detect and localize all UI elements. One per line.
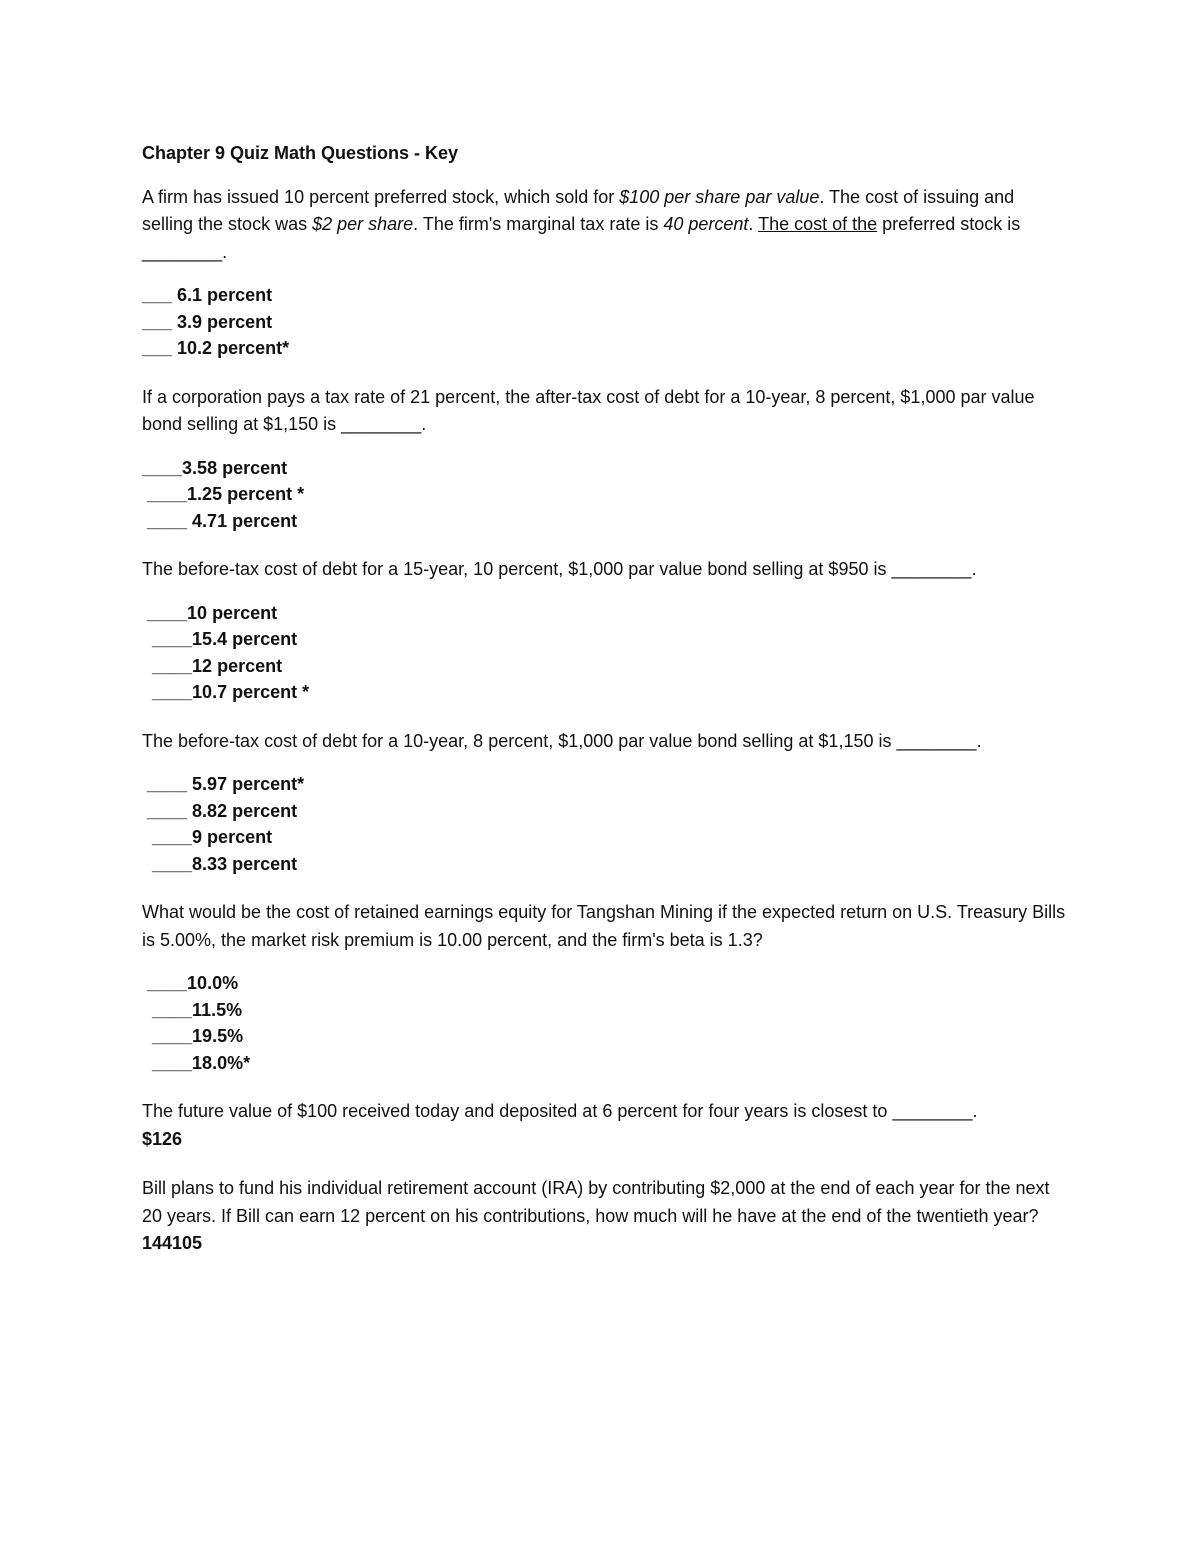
- q1-italic-tax-rate: 40 percent: [663, 214, 749, 234]
- q1-text-part: .: [748, 214, 759, 234]
- option: ____11.5%: [142, 999, 243, 1020]
- option: ____10 percent: [142, 602, 278, 623]
- option: ___ 10.2 percent*: [142, 338, 290, 358]
- option: ____15.4 percent: [142, 629, 298, 649]
- option: ____9 percent: [142, 827, 273, 847]
- question-7-answer: 144105: [142, 1233, 203, 1253]
- question-6-answer: $126: [142, 1128, 183, 1149]
- q1-text-part: A firm has issued 10 percent preferred stock, which sold for: [142, 186, 620, 207]
- question-7-text: Bill plans to fund his individual retirement account (IRA) by contributing $2,000 at the end of each year for the next 20 years. If Bill can earn 12 percent on his contributions, how much will he have at the end of the twentieth year?: [142, 1178, 1050, 1226]
- question-2-text: If a corporation pays a tax rate of 21 percent, the after-tax cost of debt for a 10-year, 8 percent, $1,000 par value bond selling at $1,150 is ________.: [142, 386, 1035, 434]
- option: ____12 percent: [142, 655, 283, 676]
- question-3: [142, 556, 1067, 706]
- question-4-text: The before-tax cost of debt for a 10-year, 8 percent, $1,000 par value bond selling at $1,150 is ________.: [142, 730, 982, 751]
- question-4: [142, 728, 1067, 878]
- question-4-options: [142, 771, 1067, 877]
- option: ____19.5%: [142, 1026, 244, 1046]
- option: ____1.25 percent *: [142, 484, 305, 504]
- question-1-options: [142, 282, 1067, 362]
- question-5-text: What would be the cost of retained earnings equity for Tangshan Mining if the expected return on U.S. Treasury Bills is 5.00%, the market risk premium is 10.00 percent, and the firm's beta is 1.3?: [142, 902, 1066, 950]
- document-body: [142, 140, 1067, 1258]
- question-5-options: [142, 970, 1067, 1076]
- option: ____18.0%*: [142, 1052, 251, 1073]
- option: ____3.58 percent: [142, 457, 288, 478]
- question-7: [142, 1175, 1067, 1258]
- option: ___ 3.9 percent: [142, 311, 273, 332]
- question-3-options: [142, 600, 1067, 706]
- question-5: [142, 899, 1067, 1076]
- question-6-text: The future value of $100 received today and deposited at 6 percent for four years is closest to ________.: [142, 1101, 978, 1121]
- question-2: [142, 384, 1067, 535]
- q1-underlined-text: The cost of the: [758, 214, 878, 234]
- q1-text-part: preferred stock is ________.: [142, 214, 1021, 262]
- q1-italic-cost: $2 per share: [312, 214, 414, 234]
- option: ___ 6.1 percent: [142, 285, 273, 305]
- question-3-text: The before-tax cost of debt for a 15-year, 10 percent, $1,000 par value bond selling at $950 is ________.: [142, 559, 977, 579]
- q1-text-part: . The cost of issuing and selling the stock was: [142, 186, 1015, 234]
- question-1: [142, 184, 1067, 362]
- option: ____ 8.82 percent: [142, 800, 298, 821]
- option: ____10.7 percent *: [142, 682, 310, 702]
- option: ____8.33 percent: [142, 853, 298, 874]
- document-title: Chapter 9 Quiz Math Questions - Key: [142, 143, 459, 163]
- question-6: [142, 1098, 1067, 1153]
- q1-italic-par-value: $100 per share par value: [619, 186, 820, 207]
- option: ____ 5.97 percent*: [142, 774, 305, 794]
- option: ____ 4.71 percent: [142, 510, 298, 531]
- question-2-options: [142, 455, 1067, 535]
- q1-text-part: . The firm's marginal tax rate is: [413, 214, 664, 234]
- option: ____10.0%: [142, 973, 239, 993]
- question-1-text: [142, 184, 1067, 267]
